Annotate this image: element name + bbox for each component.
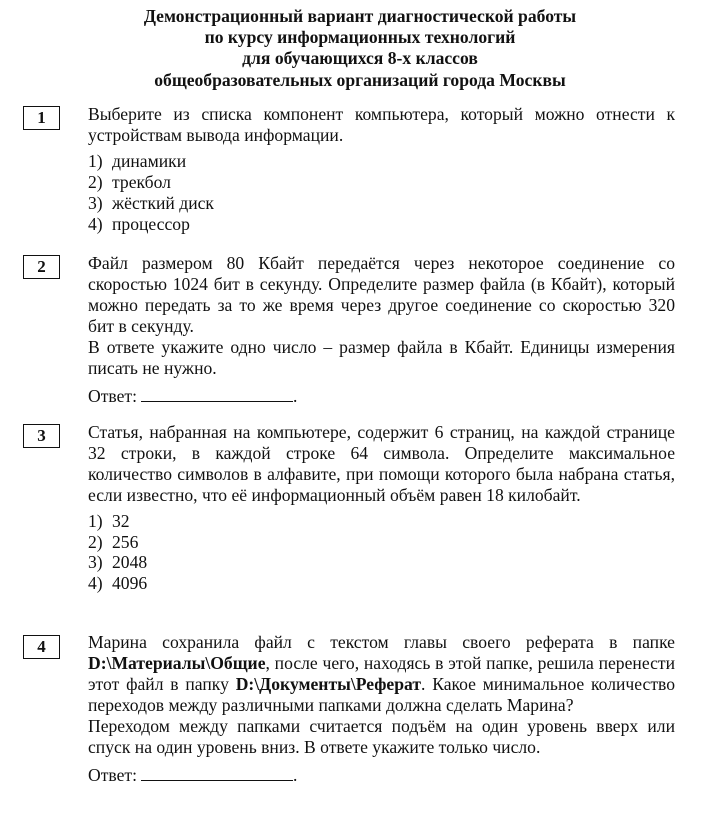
- option-item[interactable]: 3) жёсткий диск: [88, 192, 214, 213]
- task-body: [88, 632, 675, 786]
- option-item[interactable]: 4) процессор: [88, 213, 190, 234]
- task-text: Выберите из списка компонент компьютера, который можно отнести к устройствам вывода информации.: [88, 104, 675, 145]
- answer-label: Ответ:: [88, 386, 137, 407]
- task-number-box: 4: [23, 635, 60, 659]
- option-item[interactable]: 1) динамики: [88, 150, 187, 171]
- task-body: [88, 422, 675, 594]
- options-list: [88, 511, 675, 595]
- folder-path-source: D:\Материалы\Общие: [88, 652, 266, 673]
- folder-path-target: D:\Документы\Реферат: [235, 673, 421, 694]
- task-instruction: В ответе укажите одно число – размер файла в Кбайт. Единицы измерения писать не нужно.: [88, 336, 675, 378]
- answer-line: Ответ: .: [88, 765, 298, 786]
- answer-field[interactable]: [141, 766, 293, 781]
- option-item[interactable]: 4) 4096: [88, 573, 148, 594]
- header-line-4: общеобразовательных организаций города Москвы: [154, 69, 566, 90]
- options-list: [88, 151, 675, 235]
- header-line-2: по курсу информационных технологий: [204, 27, 516, 48]
- task-text: Файл размером 80 Кбайт передаётся через некоторое соединение со скоростью 1024 бит в секунду. Определите размер файла (в Кбайт), который можно передать за то же время через другое соединение со скоростью 320 бит в секунду.: [88, 253, 675, 336]
- task-text: Марина сохранила файл с текстом главы своего реферата в папке D:\Материалы\Общие, после чего, находясь в этой папке, решила перенести этот файл в папку D:\Документы\Реферат. Какое минимальное количество переходов между различными папками должна сделать Марина?: [88, 632, 675, 715]
- task-number-box: 1: [23, 106, 60, 130]
- task-body: [88, 253, 675, 407]
- task-body: [88, 104, 675, 234]
- task-text: Статья, набранная на компьютере, содержит 6 страниц, на каждой странице 32 строки, в каждой строке 64 символа. Определите максимальное количество символов в алфавите, при помощи которого была набрана статья, если известно, что её информационный объём равен 18 килобайт.: [88, 422, 675, 505]
- header-line-3: для обучающихся 8-х классов: [242, 48, 478, 69]
- task-instruction: Переходом между папками считается подъём на один уровень вверх или спуск на один уровень вниз. В ответе укажите только число.: [88, 715, 675, 757]
- answer-label: Ответ:: [88, 765, 137, 786]
- answer-line: Ответ: .: [88, 386, 298, 407]
- option-item[interactable]: 1) 32: [88, 510, 130, 531]
- task-number-box: 3: [23, 424, 60, 448]
- option-item[interactable]: 2) трекбол: [88, 171, 171, 192]
- answer-field[interactable]: [141, 387, 293, 402]
- option-item[interactable]: 2) 256: [88, 531, 139, 552]
- option-item[interactable]: 3) 2048: [88, 552, 148, 573]
- task-number-box: 2: [23, 255, 60, 279]
- header-line-1: Демонстрационный вариант диагностической работы: [143, 6, 577, 26]
- page-header: [0, 6, 720, 91]
